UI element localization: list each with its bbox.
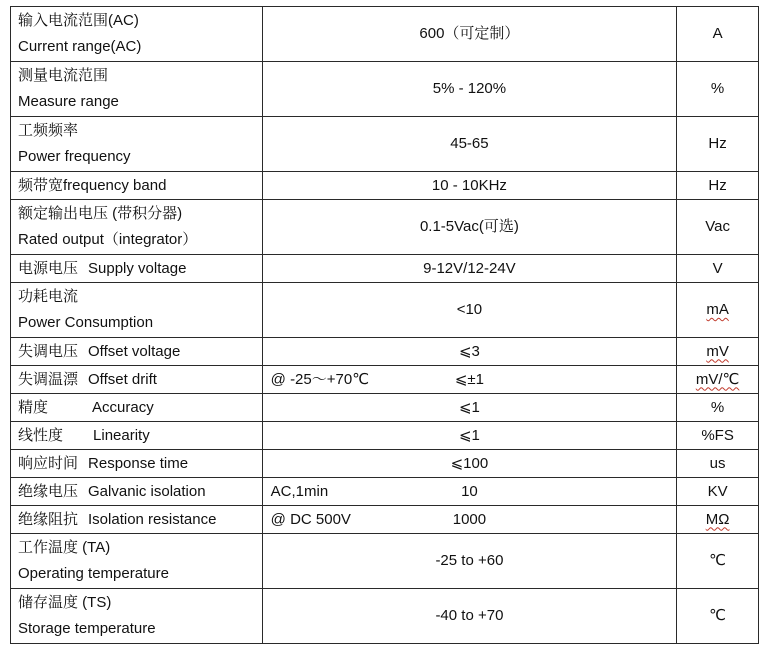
table-row bbox=[11, 589, 759, 644]
unit-cell bbox=[677, 506, 759, 534]
param-zh: 绝缘阻抗 bbox=[18, 510, 79, 528]
unit-cell: ℃ bbox=[677, 589, 759, 644]
param-cell bbox=[11, 506, 263, 534]
unit-cell: KV bbox=[677, 478, 759, 506]
param-en: Supply voltage bbox=[88, 259, 187, 277]
unit-cell bbox=[677, 283, 759, 338]
param-zh: 绝缘电压 bbox=[18, 482, 79, 500]
table-row bbox=[11, 283, 759, 338]
param-en: Operating temperature bbox=[18, 565, 169, 582]
value-cell: -25 to +60 bbox=[262, 534, 677, 589]
value-cell: <10 bbox=[262, 283, 677, 338]
unit-cell: Hz bbox=[677, 172, 759, 200]
table-row bbox=[11, 7, 759, 62]
param-en: Isolation resistance bbox=[88, 510, 217, 528]
param-en: Power frequency bbox=[18, 148, 131, 165]
spec-table bbox=[10, 6, 759, 644]
value-text: 10 bbox=[461, 482, 478, 500]
param-cell bbox=[11, 394, 263, 422]
param-en: Linearity bbox=[93, 426, 150, 444]
param-cell bbox=[11, 366, 263, 394]
unit-cell: A bbox=[677, 7, 759, 62]
table-row bbox=[11, 478, 759, 506]
param-zh: 电源电压 bbox=[18, 259, 79, 277]
value-cell: 0.1-5Vac(可选) bbox=[262, 200, 677, 255]
param-zh: 响应时间 bbox=[18, 454, 79, 472]
param-en: Power Consumption bbox=[18, 314, 154, 331]
unit-text: mV/℃ bbox=[695, 370, 740, 388]
param-zh: 失调温漂 bbox=[18, 370, 79, 388]
table-row bbox=[11, 366, 759, 394]
value-cell: -40 to +70 bbox=[262, 589, 677, 644]
param-cell bbox=[11, 450, 263, 478]
param-en: Response time bbox=[88, 454, 189, 472]
table-row bbox=[11, 394, 759, 422]
param-en: Measure range bbox=[18, 93, 119, 110]
param-zh: 工作温度 (TA) bbox=[18, 539, 111, 556]
value-cell: ⩽100 bbox=[262, 450, 677, 478]
param-en: Rated output（integrator） bbox=[18, 231, 198, 248]
param-cell bbox=[11, 422, 263, 450]
value-cell bbox=[262, 506, 677, 534]
unit-cell: % bbox=[677, 62, 759, 117]
value-cell: ⩽1 bbox=[262, 422, 677, 450]
table-row bbox=[11, 200, 759, 255]
value-cell: 45-65 bbox=[262, 117, 677, 172]
param-en: Galvanic isolation bbox=[88, 482, 206, 500]
value-text: 1000 bbox=[452, 510, 487, 528]
table-row bbox=[11, 62, 759, 117]
param-en: Accuracy bbox=[92, 398, 154, 416]
param-cell bbox=[11, 117, 263, 172]
param-zh: 线性度 bbox=[18, 426, 64, 444]
unit-cell: % bbox=[677, 394, 759, 422]
table-row bbox=[11, 534, 759, 589]
param-en: Current range(AC) bbox=[18, 38, 142, 55]
param-en: Storage temperature bbox=[18, 620, 156, 637]
table-row bbox=[11, 450, 759, 478]
unit-cell: Vac bbox=[677, 200, 759, 255]
param-en: Offset drift bbox=[88, 370, 157, 388]
unit-cell: ℃ bbox=[677, 534, 759, 589]
param-zh: 额定输出电压 (带积分器) bbox=[18, 205, 183, 222]
param-zh: 测量电流范围 bbox=[18, 67, 109, 84]
param-cell bbox=[11, 478, 263, 506]
unit-cell: us bbox=[677, 450, 759, 478]
table-row bbox=[11, 422, 759, 450]
value-cell bbox=[262, 478, 677, 506]
table-row bbox=[11, 506, 759, 534]
param-cell bbox=[11, 338, 263, 366]
unit-cell bbox=[677, 366, 759, 394]
condition-text: @ -25～+70℃ bbox=[270, 370, 370, 388]
unit-text: mA bbox=[706, 301, 729, 318]
param-cell bbox=[11, 7, 263, 62]
value-cell: ⩽1 bbox=[262, 394, 677, 422]
value-cell: 5% - 120% bbox=[262, 62, 677, 117]
unit-cell: %FS bbox=[677, 422, 759, 450]
value-cell: 9-12V/12-24V bbox=[262, 255, 677, 283]
param-zh: 功耗电流 bbox=[18, 288, 79, 305]
table-row bbox=[11, 338, 759, 366]
param-zh: 频带宽 bbox=[18, 176, 64, 194]
param-zh: 输入电流范围(AC) bbox=[18, 12, 139, 29]
param-cell bbox=[11, 534, 263, 589]
value-cell: 10 - 10KHz bbox=[262, 172, 677, 200]
table-row bbox=[11, 172, 759, 200]
unit-cell: Hz bbox=[677, 117, 759, 172]
param-cell bbox=[11, 62, 263, 117]
param-zh: 储存温度 (TS) bbox=[18, 594, 112, 611]
param-zh: 精度 bbox=[18, 398, 49, 416]
param-cell bbox=[11, 255, 263, 283]
value-cell: 600（可定制） bbox=[262, 7, 677, 62]
value-cell bbox=[262, 366, 677, 394]
unit-cell: V bbox=[677, 255, 759, 283]
unit-text: mV bbox=[706, 342, 729, 360]
param-en: Offset voltage bbox=[88, 342, 181, 360]
param-cell bbox=[11, 200, 263, 255]
unit-cell bbox=[677, 338, 759, 366]
value-text: ⩽±1 bbox=[454, 370, 484, 388]
condition-text: @ DC 500V bbox=[270, 510, 351, 528]
param-zh: 失调电压 bbox=[18, 342, 79, 360]
value-cell: ⩽3 bbox=[262, 338, 677, 366]
unit-text: MΩ bbox=[705, 510, 730, 528]
param-cell bbox=[11, 172, 263, 200]
param-cell bbox=[11, 589, 263, 644]
table-row bbox=[11, 255, 759, 283]
table-row bbox=[11, 117, 759, 172]
param-cell bbox=[11, 283, 263, 338]
condition-text: AC,1min bbox=[270, 482, 329, 500]
param-zh: 工频频率 bbox=[18, 122, 79, 139]
param-en: frequency band bbox=[63, 176, 167, 194]
